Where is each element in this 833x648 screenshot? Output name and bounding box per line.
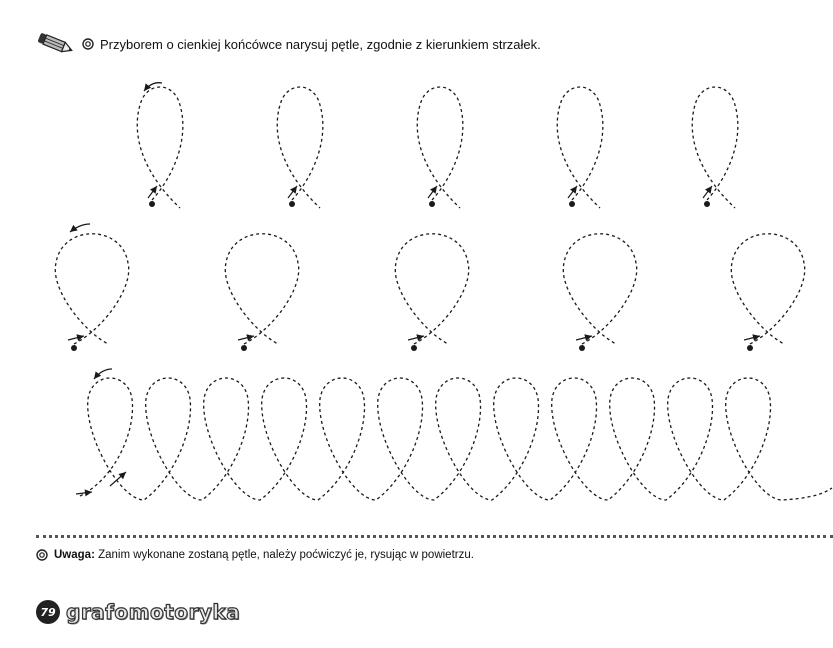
start-dot — [71, 345, 77, 351]
start-dot — [704, 201, 710, 207]
direction-arrow-head — [70, 225, 78, 232]
start-dot — [149, 201, 155, 207]
start-arrow-head — [570, 186, 577, 194]
direction-arrow-head — [144, 83, 151, 91]
tall-loop-trace — [557, 87, 603, 208]
tall-loop-trace — [417, 87, 463, 208]
tall-loop-trace — [137, 87, 183, 208]
note-label: Uwaga: — [54, 549, 95, 561]
round-loop-trace — [55, 234, 128, 344]
start-arrow-head — [85, 489, 92, 496]
round-loop-trace — [395, 234, 468, 344]
start-dot — [747, 345, 753, 351]
start-dot — [579, 345, 585, 351]
start-arrow-head — [150, 186, 157, 194]
swirl-icon — [36, 549, 48, 561]
start-arrow-head — [430, 186, 437, 194]
round-loop-trace — [563, 234, 636, 344]
start-arrow-head — [290, 186, 297, 194]
start-dot — [241, 345, 247, 351]
start-dot — [429, 201, 435, 207]
start-dot — [569, 201, 575, 207]
start-dot — [411, 345, 417, 351]
start-arrow-head — [705, 186, 712, 194]
dotted-separator — [36, 535, 833, 538]
continuous-loop-trace — [80, 378, 832, 500]
start-dot — [289, 201, 295, 207]
instruction-text: Przyborem o cienkiej końcówce narysuj pętle, zgodnie z kierunkiem strzałek. — [100, 36, 541, 52]
note — [36, 549, 474, 561]
page-number: 79 — [36, 600, 60, 624]
tall-loop-trace — [277, 87, 323, 208]
note-text: Zanim wykonane zostaną pętle, należy poćwiczyć je, rysując w powietrzu. — [98, 549, 474, 561]
footer — [36, 600, 240, 624]
round-loop-trace — [225, 234, 298, 344]
tall-loop-trace — [692, 87, 738, 208]
brand-logo: grafomotoryka — [66, 600, 241, 624]
round-loop-trace — [731, 234, 804, 344]
